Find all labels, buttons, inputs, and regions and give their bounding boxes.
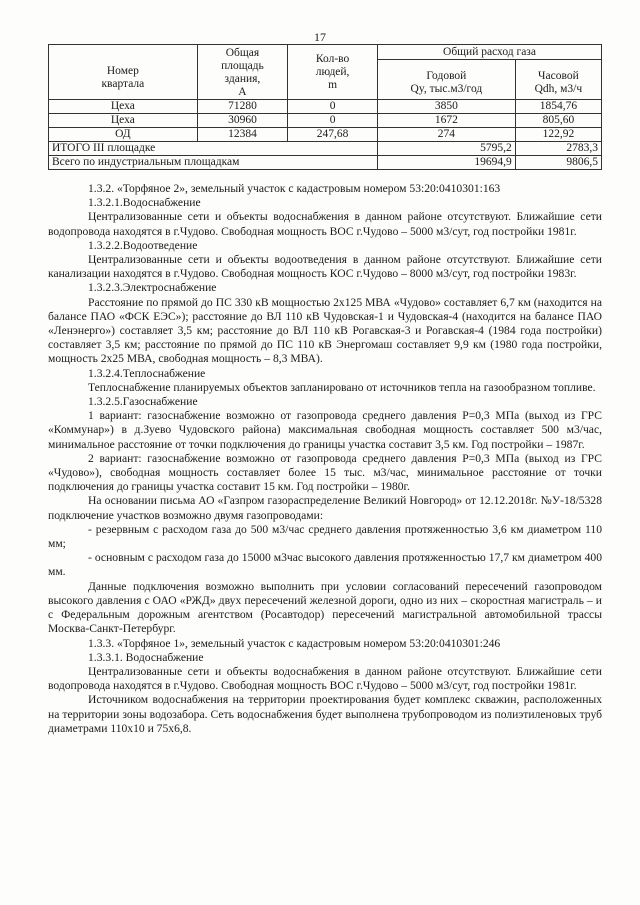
gas-consumption-table [48, 44, 602, 170]
table-row: ОД 12384 247,68 274 122,92 [49, 128, 602, 142]
table-total-row: ИТОГО III площадке 5795,2 2783,3 [49, 142, 602, 156]
section-heading: 1.3.2. «Торфяное 2», земельный участок с кадастровым номером 53:20:0410301:163 [88, 182, 501, 195]
paragraph: - основным с расходом газа до 15000 м3час высокого давления протяженностью 17,7 км диаметром 400 мм. [48, 551, 602, 579]
section-heading: 1.3.3. «Торфяное 1», земельный участок с кадастровым номером 53:20:0410301:246 [88, 636, 501, 650]
table-row: Цеха 30960 0 1672 805,60 [49, 114, 602, 128]
subsection-heading: 1.3.2.4.Теплоснабжение [88, 366, 206, 380]
subsection-heading: 1.3.2.2.Водоотведение [88, 238, 198, 252]
paragraph: 1 вариант: газоснабжение возможно от газопровода среднего давления Р=0,3 МПа (выход из ГРС «Коммунар») в д.Зуево Чудовского района) максимальная свободная мощность составляет 500 м3/час, минимальное расстояние от точки подключения до границы участка составит 3,5 км. Год постройки – 1987г. [48, 409, 602, 451]
header-annual: Годовой Qy, тыс.м3/год [378, 60, 516, 100]
paragraph: - резервным с расходом газа до 500 м3/час среднего давления протяженностью 3,6 км диаметром 110 мм; [48, 522, 602, 551]
subsection-heading: 1.3.2.1.Водоснабжение [88, 196, 201, 210]
header-quarter: Номер квартала [49, 45, 198, 100]
paragraph: Источником водоснабжения на территории проектирования будет комплекс скважин, расположенных на территории зоны водозабора. Сеть водоснабжения будет выполнена трубопроводом из полиэтиленовых труб диаметрами 110х10 и 75х6,8. [48, 693, 602, 735]
paragraph: На основании письма АО «Газпром газораспределение Великий Новгород» от 12.12.2018г. №У-18/5328 подключение участков возможно двумя газопроводами: [48, 494, 602, 522]
paragraph: Централизованные сети и объекты водоотведения в данном районе отсутствуют. Ближайшие сети канализации находятся в г.Чудово. Свободная мощность КОС г.Чудово – 8000 м3/сут, год постройки 1983г. [48, 253, 602, 281]
paragraph: 2 вариант: газоснабжение возможно от газопровода среднего давления Р=0,3 МПа (выход из ГРС «Чудово»), свободная мощность составляет более 15 тыс. м3/час, минимальное расстояние от точки подключения до границы участка составит 15 км. Год постройки – 1980г. [48, 451, 602, 494]
subsection-heading: 1.3.2.3.Электроснабжение [88, 281, 217, 295]
header-gas-total: Общий расход газа [378, 45, 602, 60]
paragraph: Централизованные сети и объекты водоснабжения в данном районе отсутствуют. Ближайшие сети водопровода находятся в г.Чудово. Свободная мощность ВОС г.Чудово – 5000 м3/сут, год постройки 1981г. [48, 210, 602, 238]
subsection-heading: 1.3.3.1. Водоснабжение [88, 650, 204, 664]
paragraph: Расстояние по прямой до ПС 330 кВ мощностью 2х125 МВА «Чудово» составляет 6,7 км (находится на балансе ПАО «ФСК ЕЭС»); расстояние до ВЛ 110 кВ Чудовская-1 и Чудовская-4 (находится на балансе ПАО «Ленэнерго») составляет 3,5 км; расстояние до ВЛ 110 кВ Рогавская-3 и Рогавская-4 (1984 года постройки) составляет 3,5 км; расстояние по прямой до ПС 110 кВ Энергомаш составляет 9,9 км (1980 года постройки, мощность 2х25 МВА, свободная мощность – 8,3 МВА). [48, 295, 602, 366]
page-number: 17 [314, 30, 326, 44]
header-people: Кол-во людей, m [288, 45, 378, 100]
paragraph: Теплоснабжение планируемых объектов запланировано от источников тепла на газообразном топливе. [88, 380, 596, 394]
paragraph: Централизованные сети и объекты водоснабжения в данном районе отсутствуют. Ближайшие сети водопровода находятся в г.Чудово. Свободная мощность ВОС г.Чудово – 5000 м3/сут, год постройки 1981г. [48, 664, 602, 693]
table-row: Цеха 71280 0 3850 1854,76 [49, 100, 602, 114]
paragraph: Данные подключения возможно выполнить при условии согласований пересечений газопроводом высокого давления с ОАО «РЖД» двух пересечений железной дороги, одно из них – скоростная магистраль – и с Федеральным дорожным агентством (Росавтодор) пересечений магистральной автомобильной трассы Москва-Санкт-Петербург. [48, 579, 602, 636]
subsection-heading: 1.3.2.5.Газоснабжение [88, 395, 198, 409]
header-hourly: Часовой Qdh, м3/ч [515, 60, 601, 100]
table-total-row: Всего по индустриальным площадкам 19694,9 9806,5 [49, 156, 602, 170]
header-area: Общая площадь здания, А [197, 45, 287, 100]
document-body [48, 182, 602, 736]
